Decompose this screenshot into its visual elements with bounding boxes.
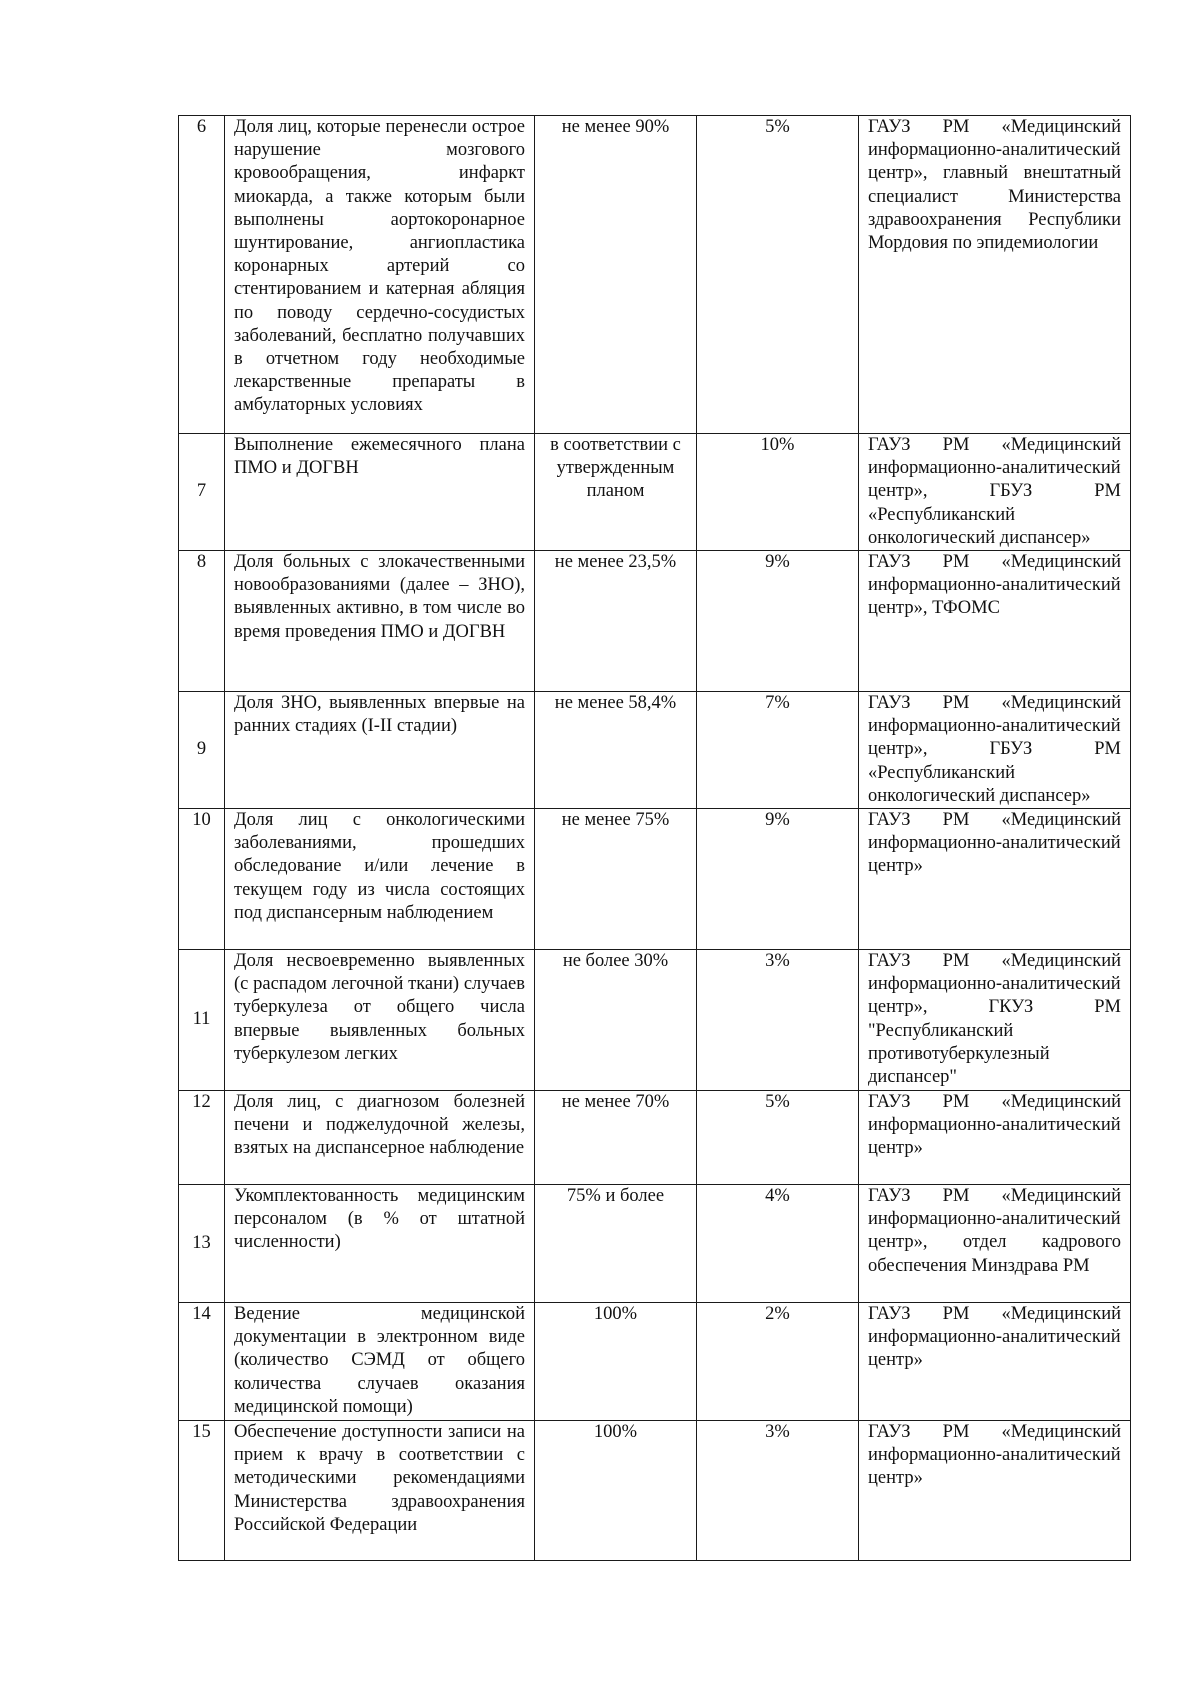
responsible-party: ГАУЗ РМ «Медицинский информационно-аналитический центр» <box>859 1091 1131 1185</box>
responsible-party: ГАУЗ РМ «Медицинский информационно-аналитический центр» <box>859 1421 1131 1561</box>
weight-value: 3% <box>697 950 859 1091</box>
responsible-party: ГАУЗ РМ «Медицинский информационно-аналитический центр», отдел кадрового обеспечения Минздрава РМ <box>859 1185 1131 1303</box>
weight-value: 7% <box>697 692 859 809</box>
row-number: 9 <box>179 692 225 809</box>
weight-value: 10% <box>697 434 859 551</box>
indicator-name: Доля больных с злокачественными новообразованиями (далее – ЗНО), выявленных активно, в том числе во время проведения ПМО и ДОГВН <box>225 551 535 692</box>
target-value: 75% и более <box>535 1185 697 1303</box>
row-number: 8 <box>179 551 225 692</box>
table-row <box>179 434 1131 551</box>
row-number: 10 <box>179 809 225 950</box>
target-value: не менее 23,5% <box>535 551 697 692</box>
target-value: 100% <box>535 1421 697 1561</box>
responsible-party: ГАУЗ РМ «Медицинский информационно-аналитический центр» <box>859 1303 1131 1421</box>
table-row <box>179 551 1131 692</box>
table-row <box>179 1185 1131 1303</box>
responsible-party: ГАУЗ РМ «Медицинский информационно-аналитический центр», ГКУЗ РМ "Республиканский противотуберкулезный диспансер" <box>859 950 1131 1091</box>
table-row <box>179 116 1131 434</box>
indicator-name: Доля лиц, с диагнозом болезней печени и поджелудочной железы, взятых на диспансерное наблюдение <box>225 1091 535 1185</box>
indicators-table <box>178 115 1131 1561</box>
row-number: 11 <box>179 950 225 1091</box>
target-value: не менее 58,4% <box>535 692 697 809</box>
indicator-name: Доля ЗНО, выявленных впервые на ранних стадиях (I-II стадии) <box>225 692 535 809</box>
target-value: не менее 75% <box>535 809 697 950</box>
row-number: 7 <box>179 434 225 551</box>
target-value: 100% <box>535 1303 697 1421</box>
indicator-name: Ведение медицинской документации в электронном виде (количество СЭМД от общего количества случаев оказания медицинской помощи) <box>225 1303 535 1421</box>
indicator-name: Обеспечение доступности записи на прием к врачу в соответствии с методическими рекомендациями Министерства здравоохранения Российской Федерации <box>225 1421 535 1561</box>
target-value: не более 30% <box>535 950 697 1091</box>
target-value: не менее 70% <box>535 1091 697 1185</box>
weight-value: 4% <box>697 1185 859 1303</box>
indicator-name: Выполнение ежемесячного плана ПМО и ДОГВН <box>225 434 535 551</box>
responsible-party: ГАУЗ РМ «Медицинский информационно-аналитический центр», ТФОМС <box>859 551 1131 692</box>
table-row <box>179 950 1131 1091</box>
table-row <box>179 1303 1131 1421</box>
weight-value: 2% <box>697 1303 859 1421</box>
responsible-party: ГАУЗ РМ «Медицинский информационно-аналитический центр», ГБУЗ РМ «Республиканский онкологический диспансер» <box>859 434 1131 551</box>
responsible-party: ГАУЗ РМ «Медицинский информационно-аналитический центр», ГБУЗ РМ «Республиканский онкологический диспансер» <box>859 692 1131 809</box>
target-value: не менее 90% <box>535 116 697 434</box>
weight-value: 9% <box>697 809 859 950</box>
responsible-party: ГАУЗ РМ «Медицинский информационно-аналитический центр» <box>859 809 1131 950</box>
indicator-name: Доля несвоевременно выявленных (с распадом легочной ткани) случаев туберкулеза от общего числа впервые выявленных больных туберкулезом легких <box>225 950 535 1091</box>
row-number: 14 <box>179 1303 225 1421</box>
table-row <box>179 1091 1131 1185</box>
row-number: 13 <box>179 1185 225 1303</box>
indicator-name: Укомплектованность медицинским персоналом (в % от штатной численности) <box>225 1185 535 1303</box>
weight-value: 9% <box>697 551 859 692</box>
indicator-name: Доля лиц с онкологическими заболеваниями, прошедших обследование и/или лечение в текущем году из числа состоящих под диспансерным наблюдением <box>225 809 535 950</box>
target-value: в соответствии с утвержденным планом <box>535 434 697 551</box>
table-row <box>179 1421 1131 1561</box>
weight-value: 5% <box>697 116 859 434</box>
table-row <box>179 692 1131 809</box>
responsible-party: ГАУЗ РМ «Медицинский информационно-аналитический центр», главный внештатный специалист Министерства здравоохранения Республики Мордовия по эпидемиологии <box>859 116 1131 434</box>
row-number: 15 <box>179 1421 225 1561</box>
weight-value: 5% <box>697 1091 859 1185</box>
table-row <box>179 809 1131 950</box>
row-number: 12 <box>179 1091 225 1185</box>
indicator-name: Доля лиц, которые перенесли острое нарушение мозгового кровообращения, инфаркт миокарда, а также которым были выполнены аортокоронарное шунтирование, ангиопластика коронарных артерий со стентированием и катерная абляция по поводу сердечно-сосудистых заболеваний, бесплатно получавших в отчетном году необходимые лекарственные препараты в амбулаторных условиях <box>225 116 535 434</box>
weight-value: 3% <box>697 1421 859 1561</box>
row-number: 6 <box>179 116 225 434</box>
